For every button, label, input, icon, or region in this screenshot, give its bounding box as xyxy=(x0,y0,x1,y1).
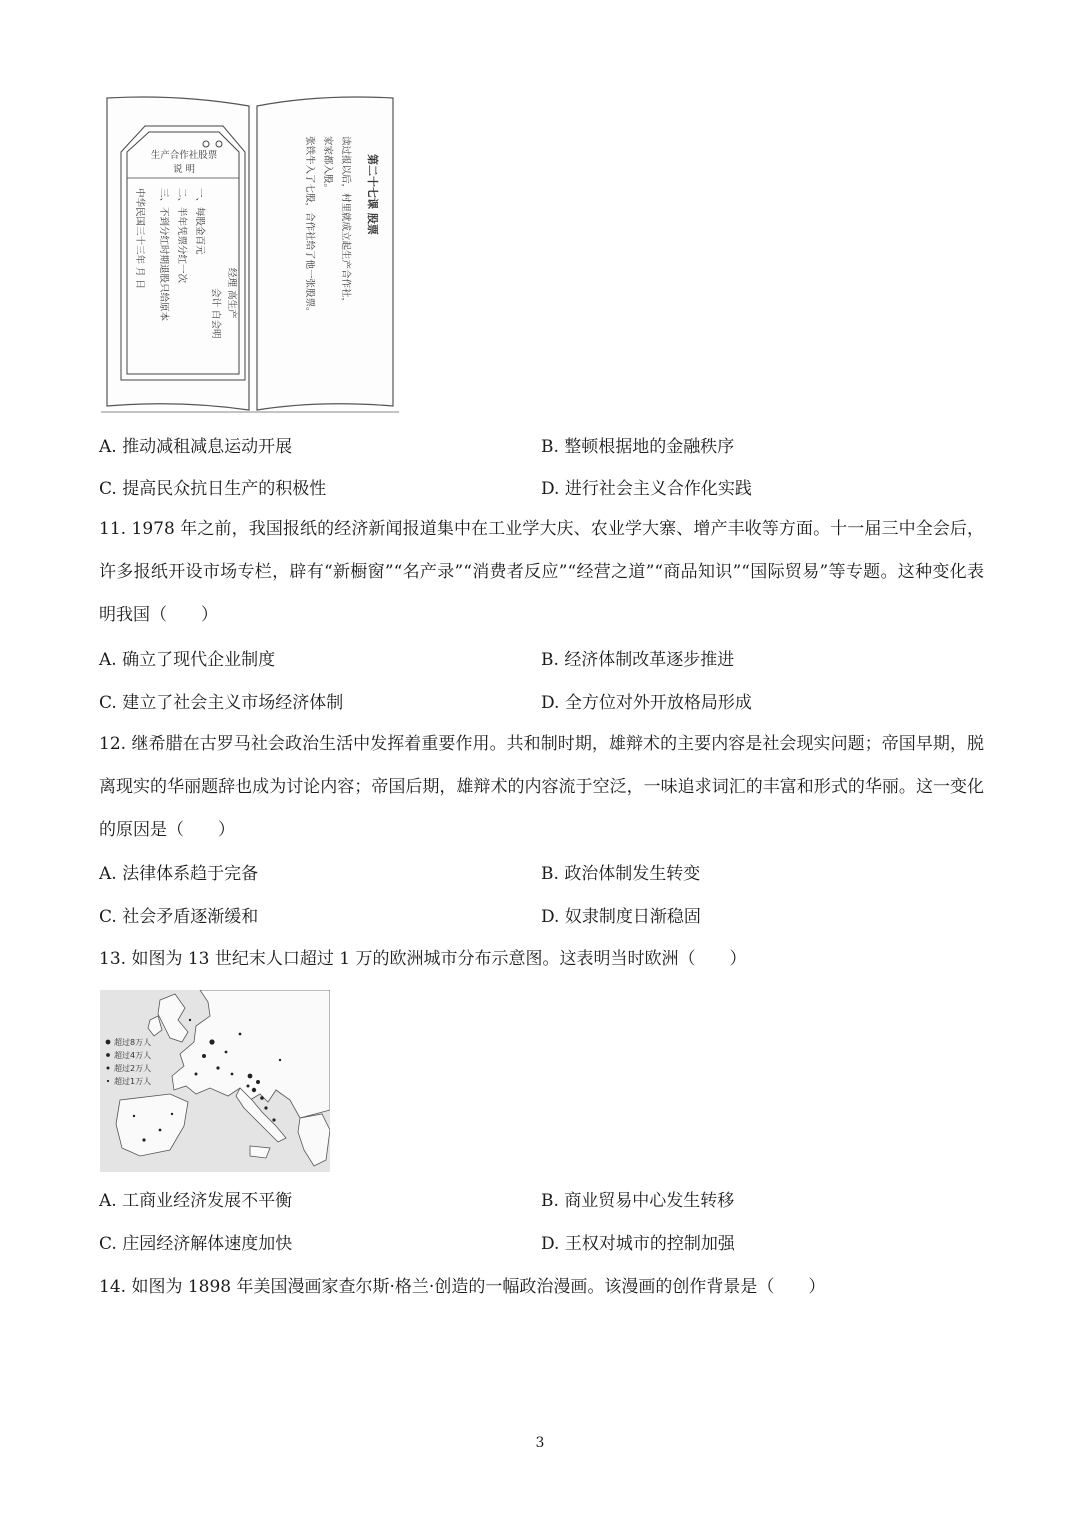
certificate-title: 生产合作社股票 xyxy=(150,150,218,161)
q13-option-d: D. 王权对城市的控制加强 xyxy=(541,1234,735,1254)
q10-option-a: A. 推动减租减息运动开展 xyxy=(99,437,293,457)
certificate-accountant: 会计 白会明 xyxy=(210,288,221,339)
q13-option-c: C. 庄园经济解体速度加快 xyxy=(99,1234,293,1254)
q12-stem: 12. 继希腊在古罗马社会政治生活中发挥着重要作用。共和制时期，雄辩术的主要内容是社会现实问题；帝国早期，脱离现实的华丽题辞也成为讨论内容；帝国后期，雄辩术的内容流于空泛，一味追求词汇的丰富和形式的华丽。这一变化的原因是（ ） xyxy=(99,734,984,840)
q13-stem: 13. 如图为 13 世纪末人口超过 1 万的欧洲城市分布示意图。这表明当时欧洲（ ） xyxy=(99,949,747,969)
q10-option-c: C. 提高民众抗日生产的积极性 xyxy=(99,479,327,499)
lesson-line-3: 张铁牛入了七股，合作社给了他一张股票。 xyxy=(304,136,315,317)
certificate-item-1: 一、每股金百元 xyxy=(194,188,205,255)
q11-option-a: A. 确立了现代企业制度 xyxy=(99,650,276,670)
legend-label-4: 超过1万人 xyxy=(114,1077,152,1086)
certificate-item-3: 三、不到分红时期退股只给原本 xyxy=(158,188,169,322)
q14-stem: 14. 如图为 1898 年美国漫画家查尔斯·格兰·创造的一幅政治漫画。该漫画的创作背景是（ ） xyxy=(99,1277,826,1297)
q11-option-c: C. 建立了社会主义市场经济体制 xyxy=(99,693,344,713)
q11-option-b: B. 经济体制改革逐步推进 xyxy=(541,650,735,670)
q12-option-d: D. 奴隶制度日渐稳固 xyxy=(541,907,701,927)
legend-label-2: 超过4万人 xyxy=(114,1051,152,1060)
legend-label-3: 超过2万人 xyxy=(114,1064,152,1073)
lesson-line-2: 家家都入股。 xyxy=(322,136,333,194)
q13-option-b: B. 商业贸易中心发生转移 xyxy=(541,1191,735,1211)
q10-option-d: D. 进行社会主义合作化实践 xyxy=(541,479,752,499)
certificate-date: 中华民国三十三年 月 日 xyxy=(134,188,145,290)
certificate-manager: 经理 高生产 xyxy=(226,268,237,319)
page-number: 3 xyxy=(535,1435,545,1451)
q11-option-d: D. 全方位对外开放格局形成 xyxy=(541,693,752,713)
q12-option-c: C. 社会矛盾逐渐缓和 xyxy=(99,907,259,927)
q13-option-a: A. 工商业经济发展不平衡 xyxy=(99,1191,293,1211)
q10-option-b: B. 整顿根据地的金融秩序 xyxy=(541,437,735,457)
legend-label-1: 超过8万人 xyxy=(114,1038,152,1047)
europe-city-map xyxy=(100,990,330,1172)
q11-stem: 11. 1978 年之前，我国报纸的经济新闻报道集中在工业学大庆、农业学大寨、增产丰收等方面。十一届三中全会后，许多报纸开设市场专栏，辟有“新橱窗”“名产录”“消费者反应”“经营之道”“商品知识”“国际贸易”等专题。这种变化表明我国（ ） xyxy=(99,519,984,625)
certificate-item-2: 二、半年凭票分红一次 xyxy=(176,188,187,284)
q12-option-b: B. 政治体制发生转变 xyxy=(541,864,701,884)
lesson-line-1: 读过报以后，村里就成立起生产合作社， xyxy=(340,136,351,308)
q12-option-a: A. 法律体系趋于完备 xyxy=(99,864,259,884)
textbook-figure xyxy=(99,92,399,417)
certificate-subtitle: 说 明 xyxy=(172,164,196,175)
lesson-title: 第二十七课 股票 xyxy=(366,154,379,235)
